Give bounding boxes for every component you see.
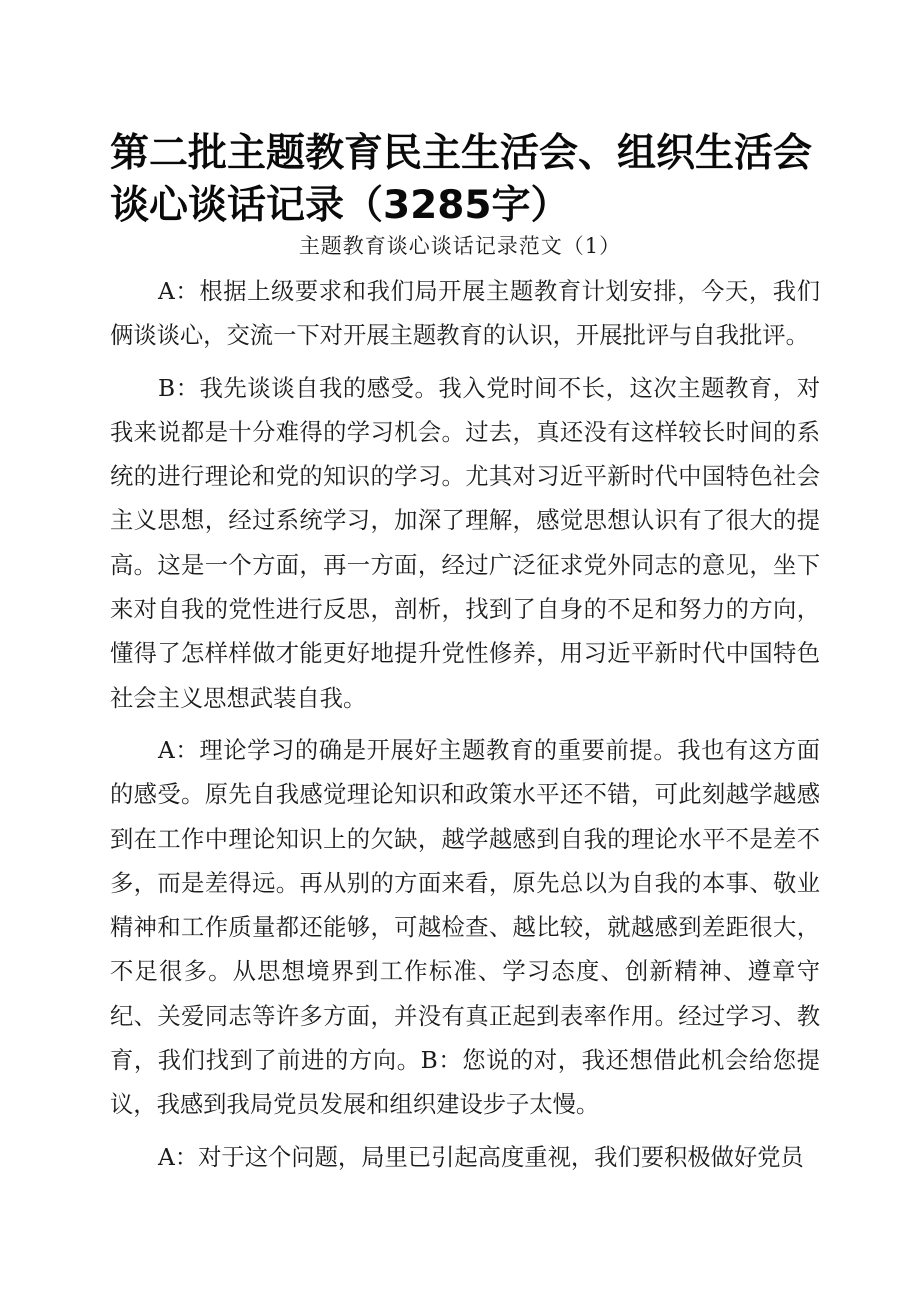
paragraph-2: B：我先谈谈自我的感受。我入党时间不长，这次主题教育，对我来说都是十分难得的学习机会。过去，真还没有这样较长时间的系统的进行理论和党的知识的学习。尤其对习近平新时代中国特色社会主义思想，经过系统学习，加深了理解，感觉思想认识有了很大的提高。这是一个方面，再一方面，经过广泛征求党外同志的意见，坐下来对自我的党性进行反思，剖析，找到了自身的不足和努力的方向，懂得了怎样样做才能更好地提升党性修养，用习近平新时代中国特色社会主义思想武装自我。 — [110, 374, 820, 712]
paragraph-1: A：根据上级要求和我们局开展主题教育计划安排，今天，我们俩谈谈心，交流一下对开展主题教育的认识，开展批评与自我批评。 — [110, 278, 820, 350]
document-subtitle: 主题教育谈心谈话记录范文（1） — [298, 234, 622, 258]
paragraph-4: A：对于这个问题，局里已引起高度重视，我们要积极做好党员 — [158, 1143, 804, 1171]
paragraph-3: A：理论学习的确是开展好主题教育的重要前提。我也有这方面的感受。原先自我感觉理论知识和政策水平还不错，可此刻越学越感到在工作中理论知识上的欠缺，越学越感到自我的理论水平不是差不多，而是差得远。再从别的方面来看，原先总以为自我的本事、敬业精神和工作质量都还能够，可越检查、越比较，就越感到差距很大，不足很多。从思想境界到工作标准、学习态度、创新精神、遵章守纪、关爱同志等许多方面，并没有真正起到表率作用。经过学习、教育，我们找到了前进的方向。B：您说的对，我还想借此机会给您提议，我感到我局党员发展和组织建设步子太慢。 — [110, 736, 820, 1119]
document-title: 第二批主题教育民主生活会、组织生活会谈心谈话记录（3285字） — [110, 131, 813, 228]
document-body — [110, 270, 820, 1180]
